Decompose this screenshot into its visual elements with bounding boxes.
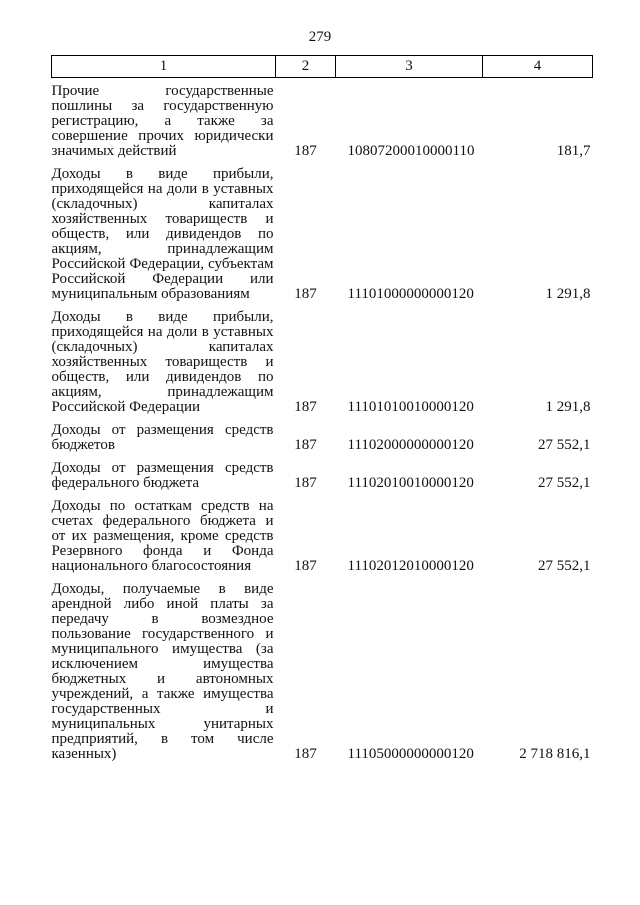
row-description: Доходы от размещения средств федерального бюджета: [51, 460, 274, 491]
row-amount: 27 552,1: [538, 475, 591, 491]
row-amount: 2 718 816,1: [519, 746, 591, 762]
row-description: Доходы по остаткам средств на счетах федерального бюджета и от их размещения, кроме средств Резервного фонда и Фонда национального благосостояния: [51, 498, 274, 574]
column-header-4: 4: [483, 56, 593, 78]
table-row: [52, 415, 593, 453]
row-admin-code: 187: [294, 437, 317, 453]
row-amount: 1 291,8: [545, 286, 591, 302]
table-row: [52, 78, 593, 160]
table-row: [52, 302, 593, 415]
column-header-2: 2: [276, 56, 336, 78]
table-header-row: [52, 56, 593, 78]
row-amount: 1 291,8: [545, 399, 591, 415]
table-row: [52, 574, 593, 762]
row-description: Доходы в виде прибыли, приходящейся на доли в уставных (складочных) капиталах хозяйственных товариществ и обществ, или дивидендов по акциям, принадлежащим Российской Федерации: [51, 309, 274, 415]
table-row: [52, 491, 593, 574]
row-admin-code: 187: [294, 558, 317, 574]
row-description: Доходы в виде прибыли, приходящейся на доли в уставных (складочных) капиталах хозяйственных товариществ и обществ, или дивидендов по акциям, принадлежащим Российской Федерации, субъектам Российской Федерации или муниципальным образованиям: [51, 166, 274, 302]
row-kbk-code: 10807200010000110: [347, 143, 475, 159]
row-kbk-code: 11102010010000120: [347, 475, 474, 491]
row-amount: 181,7: [556, 143, 591, 159]
row-kbk-code: 11101010010000120: [347, 399, 474, 415]
row-kbk-code: 11102012010000120: [347, 558, 474, 574]
row-admin-code: 187: [294, 475, 317, 491]
row-kbk-code: 11105000000000120: [347, 746, 474, 762]
row-kbk-code: 11102000000000120: [347, 437, 474, 453]
row-admin-code: 187: [294, 399, 317, 415]
row-admin-code: 187: [294, 143, 317, 159]
row-amount: 27 552,1: [538, 558, 591, 574]
row-admin-code: 187: [294, 746, 317, 762]
row-description: Доходы, получаемые в виде арендной либо иной платы за передачу в возмездное пользование государственного и муниципального имущества (за исключением имущества бюджетных и автономных учреждений, а также имущества государственных и муниципальных унитарных предприятий, в том числе казенных): [51, 581, 274, 762]
column-header-3: 3: [336, 56, 483, 78]
row-description: Доходы от размещения средств бюджетов: [51, 422, 274, 453]
table-row: [52, 159, 593, 302]
row-amount: 27 552,1: [538, 437, 591, 453]
row-description: Прочие государственные пошлины за государственную регистрацию, а также за совершение прочих юридически значимых действий: [51, 83, 274, 159]
column-header-1: 1: [52, 56, 276, 78]
table-row: [52, 453, 593, 491]
revenue-table: [51, 55, 593, 762]
row-kbk-code: 11101000000000120: [347, 286, 474, 302]
page-number: 279: [308, 29, 332, 45]
row-admin-code: 187: [294, 286, 317, 302]
